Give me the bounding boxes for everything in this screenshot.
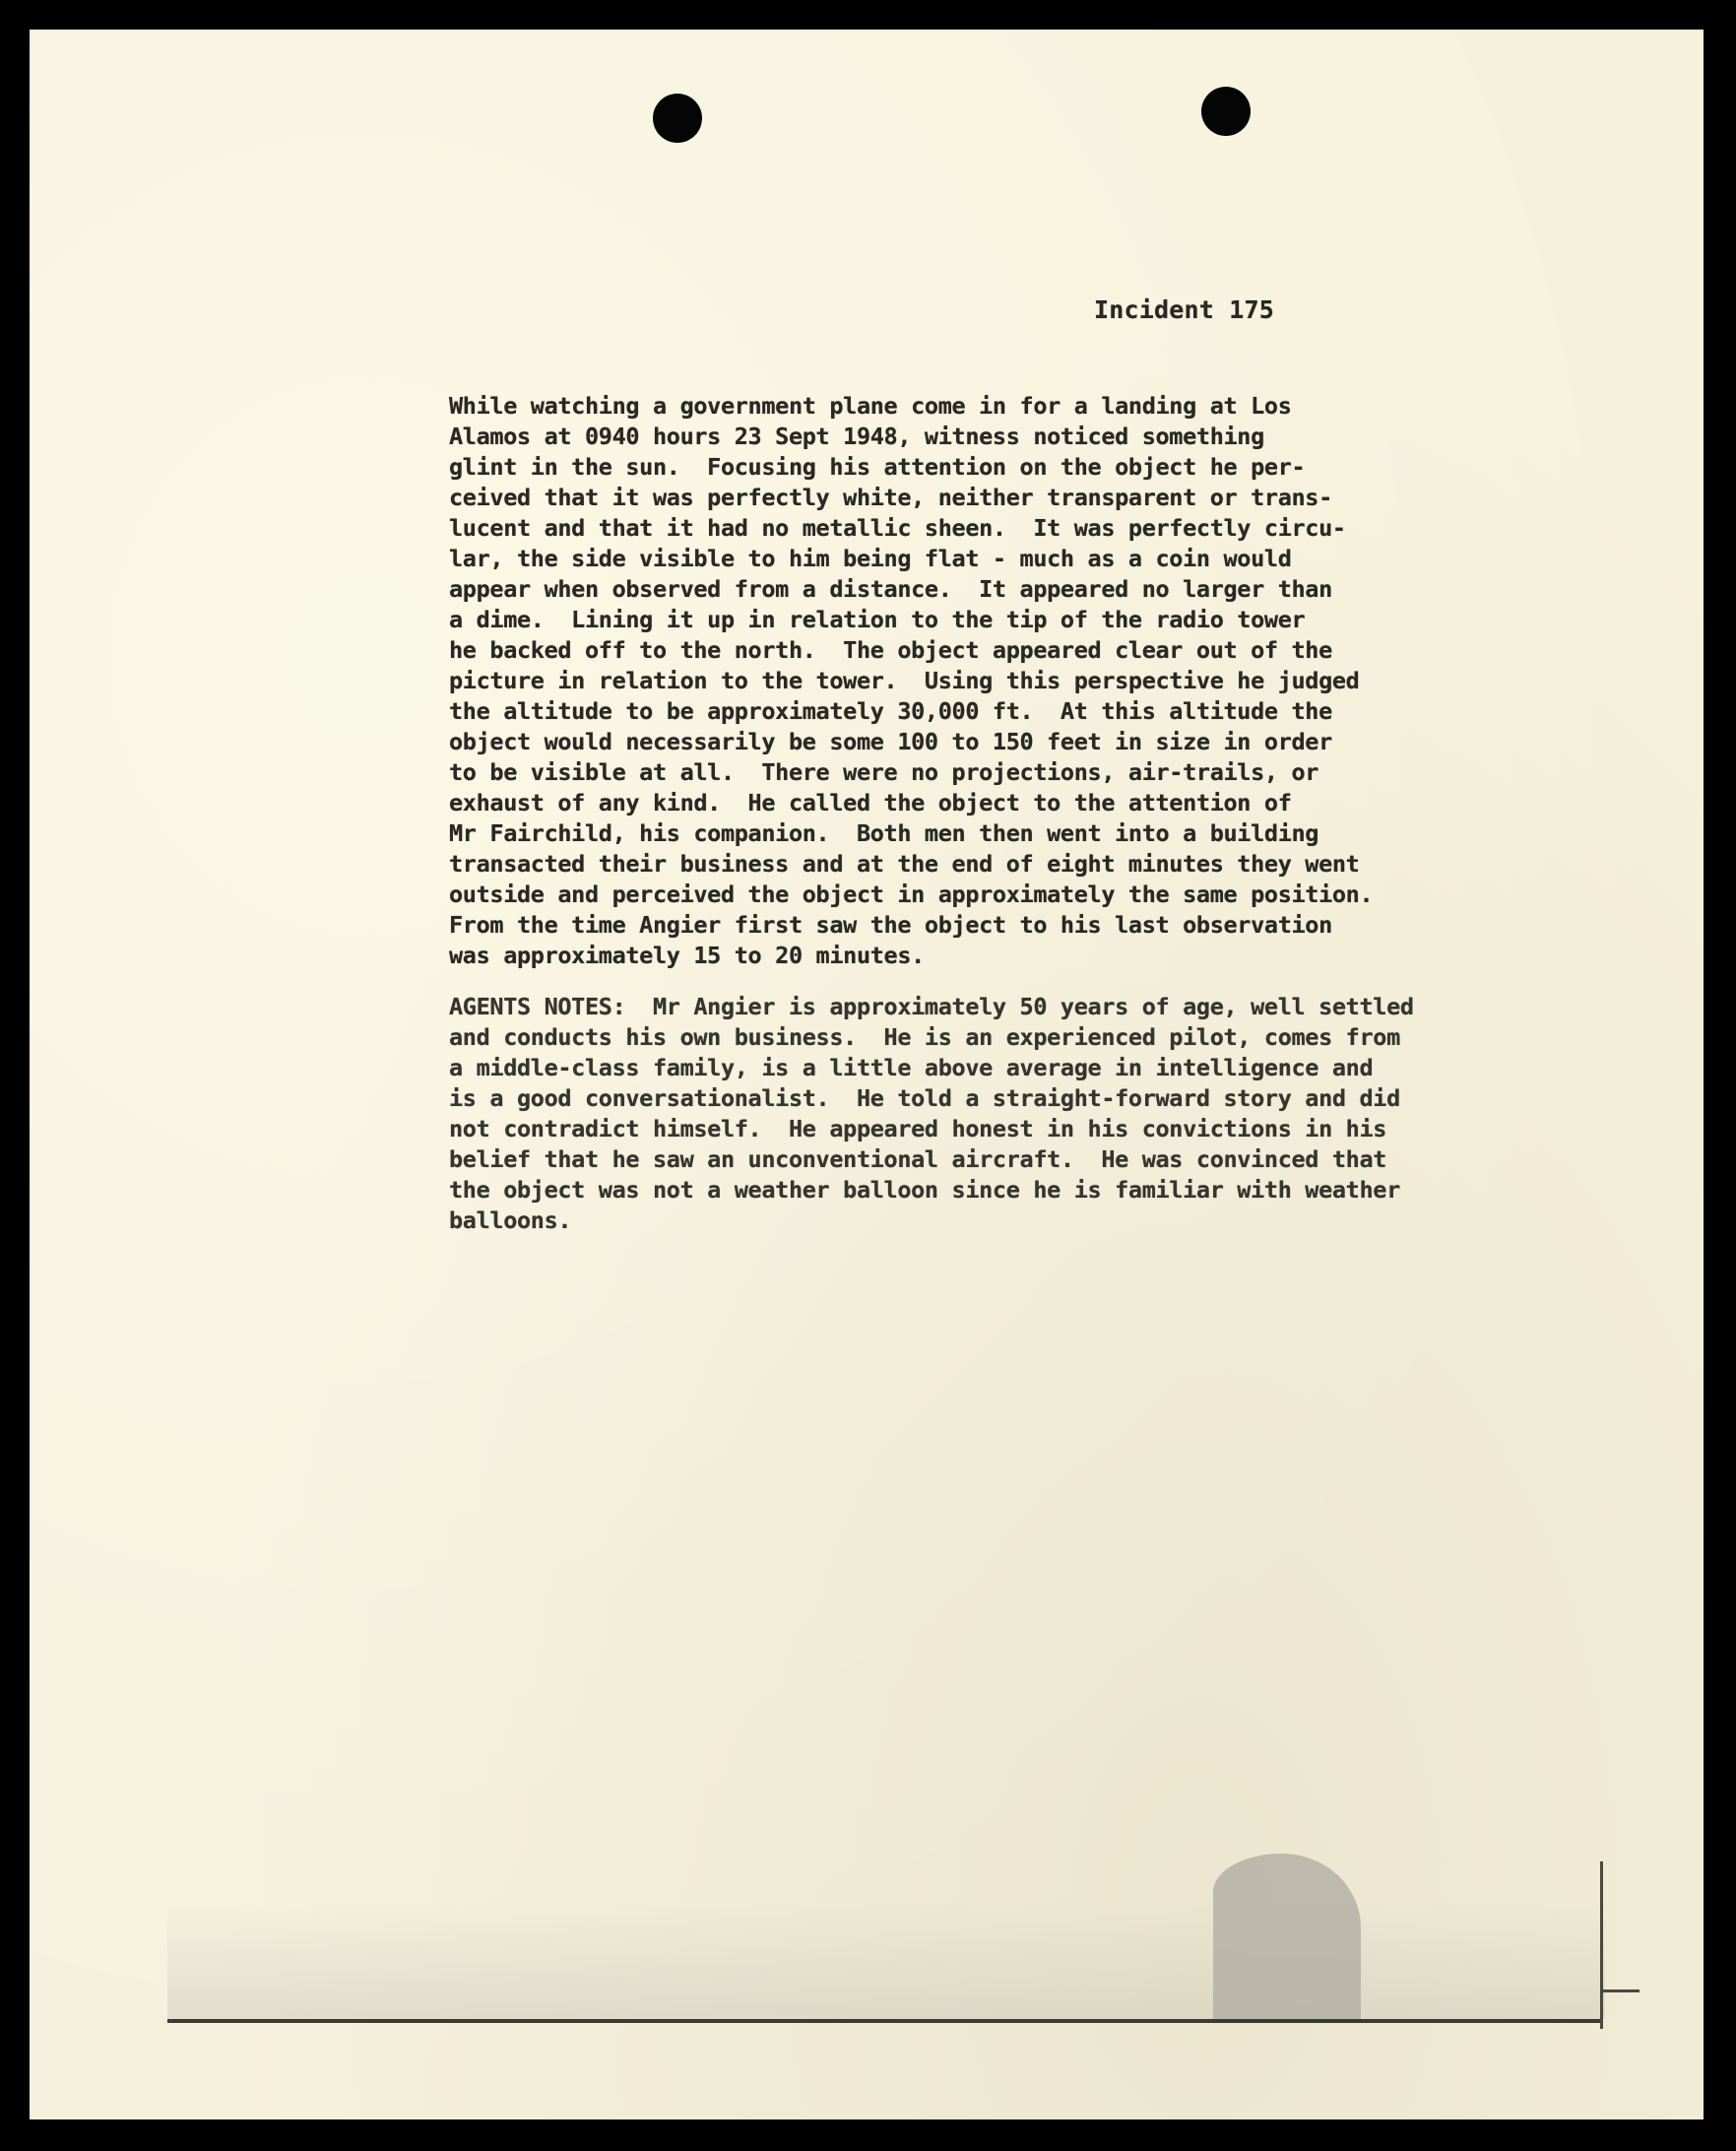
incident-label: Incident 175 <box>1094 295 1275 324</box>
document-page <box>30 30 1704 2119</box>
text-line: While watching a government plane come in for a landing at Los <box>449 392 1292 420</box>
text-line: to be visible at all. There were no projections, air-trails, or <box>449 758 1319 786</box>
text-line: ceived that it was perfectly white, neither transparent or trans- <box>449 484 1332 511</box>
text-line: AGENTS NOTES: Mr Angier is approximately 50 years of age, well settled <box>449 993 1414 1020</box>
bottom-rule-line <box>167 2019 1600 2023</box>
scan-smudge <box>1213 1854 1361 2019</box>
text-line: a dime. Lining it up in relation to the tip of the radio tower <box>449 606 1306 633</box>
text-line: From the time Angier first saw the object to his last observation <box>449 911 1332 939</box>
text-line: glint in the sun. Focusing his attention on the object he per- <box>449 453 1306 481</box>
punch-hole-right <box>1201 87 1251 136</box>
text-line: Mr Fairchild, his companion. Both men then went into a building <box>449 819 1319 847</box>
text-line: belief that he saw an unconventional aircraft. He was convinced that <box>449 1145 1387 1173</box>
text-line: he backed off to the north. The object appeared clear out of the <box>449 636 1332 664</box>
text-line: exhaust of any kind. He called the object to the attention of <box>449 789 1292 816</box>
text-line: Alamos at 0940 hours 23 Sept 1948, witness noticed something <box>449 423 1264 450</box>
text-line: picture in relation to the tower. Using this perspective he judged <box>449 667 1360 694</box>
text-line: appear when observed from a distance. It appeared no larger than <box>449 575 1332 603</box>
text-line: the object was not a weather balloon since he is familiar with weather <box>449 1176 1400 1204</box>
text-line: outside and perceived the object in approximately the same position. <box>449 880 1374 908</box>
text-line: lucent and that it had no metallic sheen. It was perfectly circu- <box>449 514 1346 542</box>
text-line: the altitude to be approximately 30,000 ft. At this altitude the <box>449 697 1332 725</box>
witness-statement-paragraph <box>449 391 1373 971</box>
text-line: balloons. <box>449 1206 572 1234</box>
text-line: not contradict himself. He appeared honest in his convictions in his <box>449 1115 1387 1142</box>
corner-tick-vertical <box>1600 1861 1603 2029</box>
corner-tick-horizontal <box>1600 1989 1640 1992</box>
agents-notes-paragraph <box>449 992 1414 1236</box>
text-line: is a good conversationalist. He told a straight-forward story and did <box>449 1084 1400 1112</box>
text-line: a middle-class family, is a little above average in intelligence and <box>449 1054 1374 1081</box>
scan-shadow-band <box>167 1901 1605 2019</box>
text-line: was approximately 15 to 20 minutes. <box>449 942 925 969</box>
text-line: and conducts his own business. He is an experienced pilot, comes from <box>449 1023 1400 1051</box>
text-line: object would necessarily be some 100 to 150 feet in size in order <box>449 728 1332 755</box>
punch-hole-left <box>653 94 702 143</box>
text-line: transacted their business and at the end of eight minutes they went <box>449 850 1360 878</box>
text-line: lar, the side visible to him being flat - much as a coin would <box>449 545 1292 572</box>
